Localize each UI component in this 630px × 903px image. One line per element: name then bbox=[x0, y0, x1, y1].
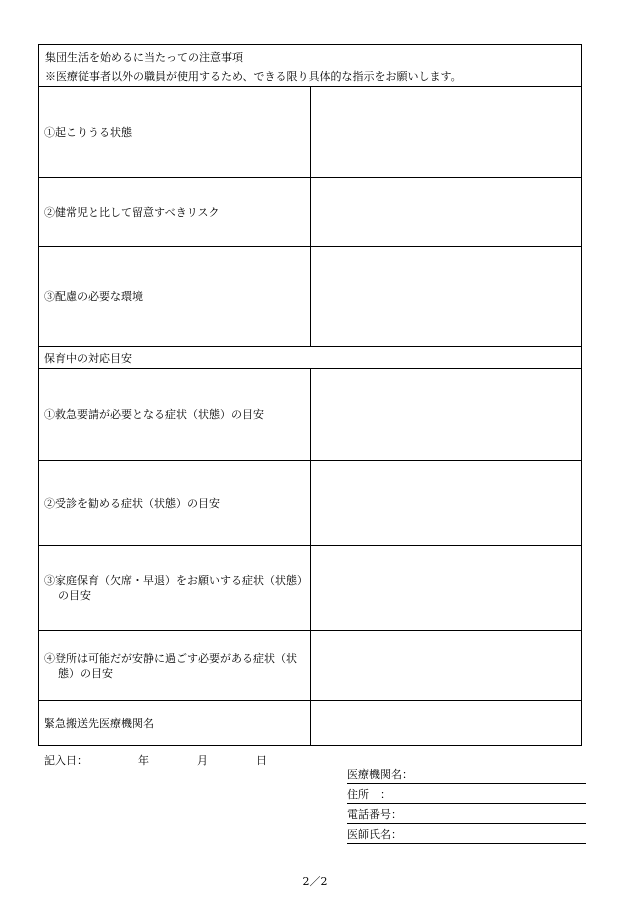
environment-label: ③配慮の必要な環境 bbox=[39, 247, 311, 347]
home-care-field[interactable] bbox=[310, 546, 582, 631]
institution-name-label: 医療機関名： bbox=[347, 768, 413, 781]
institution-name-field[interactable] bbox=[347, 767, 586, 784]
day-label: 日 bbox=[256, 754, 267, 767]
address-field[interactable] bbox=[347, 787, 586, 804]
precautions-header bbox=[39, 45, 582, 87]
doctor-name-field[interactable] bbox=[347, 827, 586, 844]
precautions-title: 集団生活を始めるに当たっての注意事項 bbox=[45, 51, 243, 64]
environment-field[interactable] bbox=[310, 247, 582, 347]
risk-label: ②健常児と比して留意すべきリスク bbox=[39, 178, 311, 247]
phone-field[interactable] bbox=[347, 807, 586, 824]
emergency-call-field[interactable] bbox=[310, 369, 582, 461]
emergency-call-label: ①救急要請が必要となる症状（状態）の目安 bbox=[39, 369, 311, 461]
response-guide-title: 保育中の対応目安 bbox=[39, 347, 582, 369]
consultation-field[interactable] bbox=[310, 461, 582, 546]
possible-conditions-field[interactable] bbox=[310, 87, 582, 178]
emergency-hospital-label: 緊急搬送先医療機関名 bbox=[39, 701, 311, 746]
phone-label: 電話番号： bbox=[347, 808, 402, 821]
year-label: 年 bbox=[138, 754, 149, 767]
home-care-label: ③家庭保育（欠席・早退）をお願いする症状（状態）の目安 bbox=[39, 546, 311, 631]
rest-needed-field[interactable] bbox=[310, 631, 582, 701]
possible-conditions-label: ①起こりうる状態 bbox=[39, 87, 311, 178]
consultation-label: ②受診を勧める症状（状態）の目安 bbox=[39, 461, 311, 546]
page-number: 2／2 bbox=[302, 875, 328, 888]
emergency-hospital-field[interactable] bbox=[310, 701, 582, 746]
doctor-name-label: 医師氏名： bbox=[347, 828, 402, 841]
month-label: 月 bbox=[197, 754, 208, 767]
entry-date-label: 記入日： bbox=[44, 754, 88, 767]
rest-needed-label: ④登所は可能だが安静に過ごす必要がある症状（状態）の目安 bbox=[39, 631, 311, 701]
instruction-form-table bbox=[38, 44, 582, 746]
address-label: 住所 ： bbox=[347, 788, 391, 801]
precautions-note: ※医療従事者以外の職員が使用するため、できる限り具体的な指示をお願いします。 bbox=[45, 70, 462, 83]
risk-field[interactable] bbox=[310, 178, 582, 247]
